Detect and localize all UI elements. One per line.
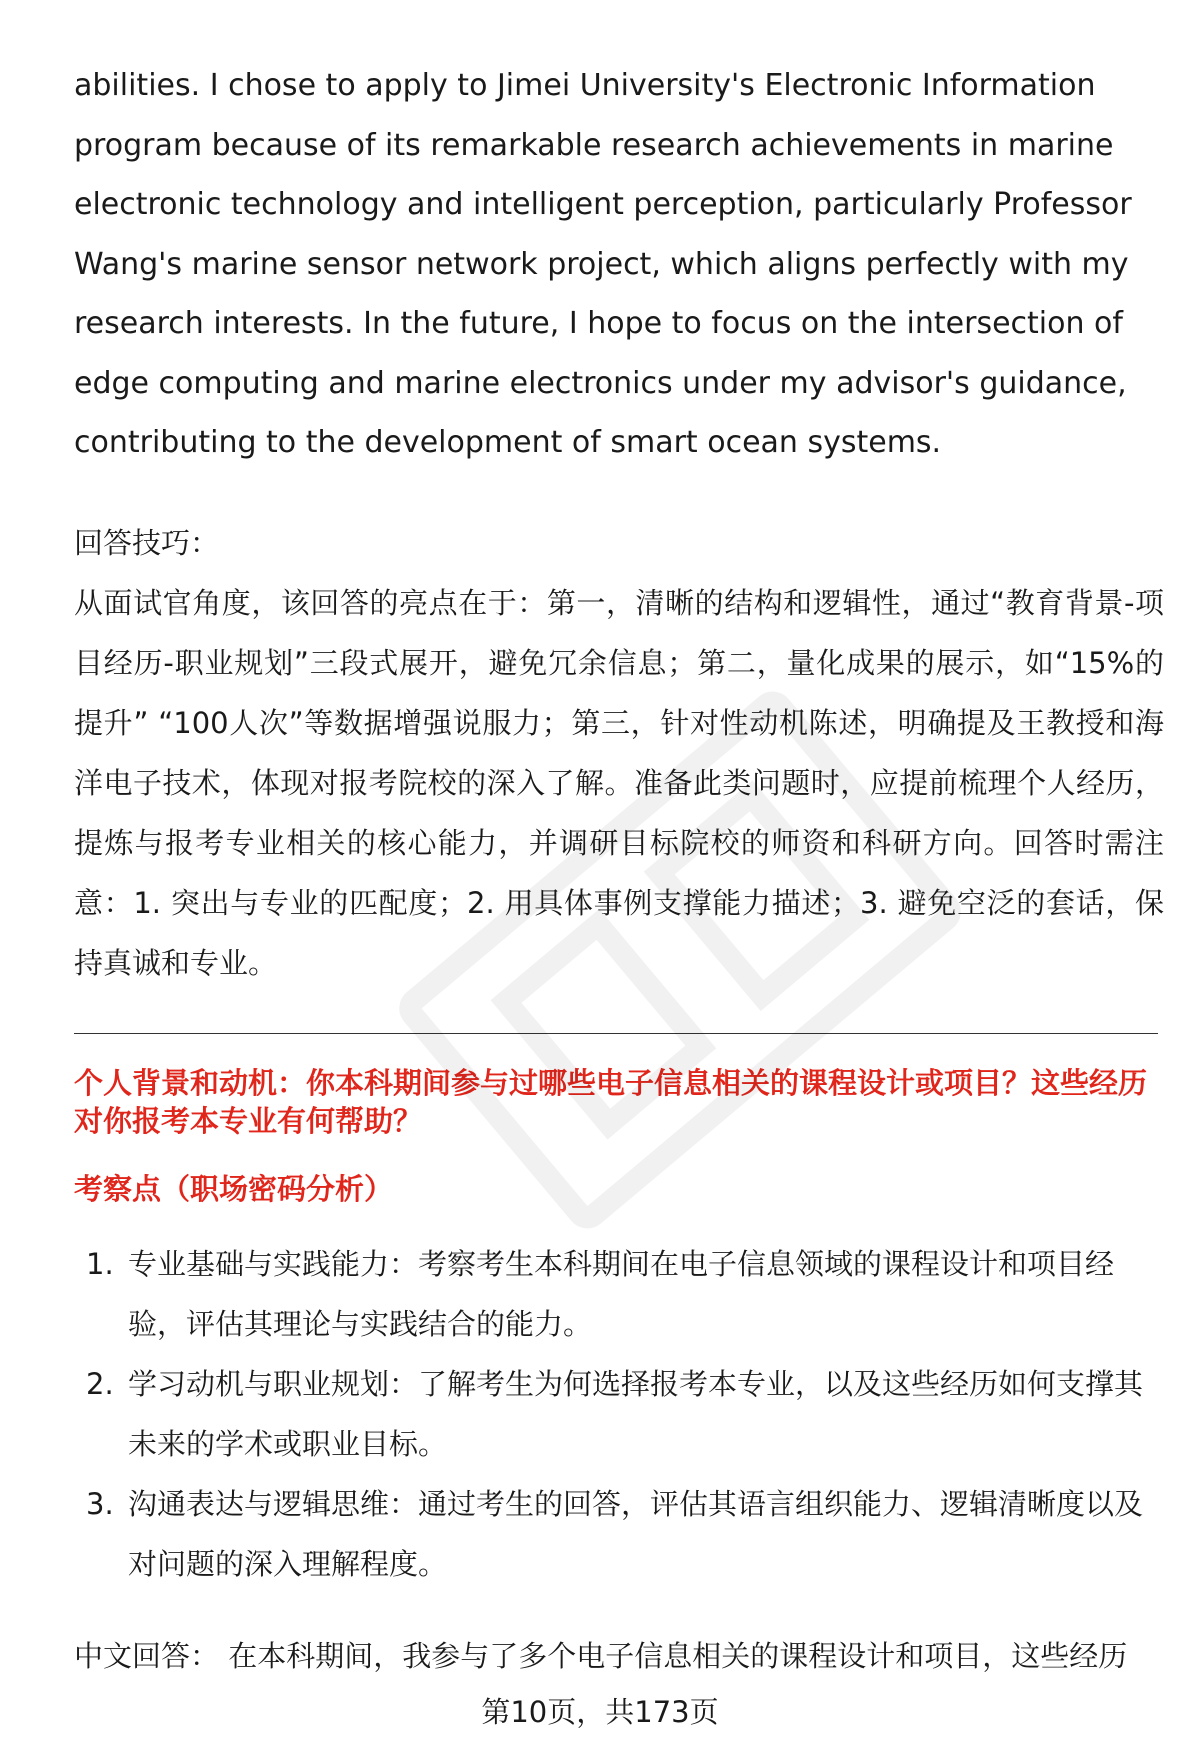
list-item-text: 专业基础与实践能力：考察考生本科期间在电子信息领域的课程设计和项目经验，评估其理论与实践结合的能力。 [128,1246,1115,1341]
list-item-number: 2. [86,1366,114,1401]
chinese-answer-label: 中文回答： [74,1638,220,1673]
list-item-text: 学习动机与职业规划：了解考生为何选择报考本专业，以及这些经历如何支撑其未来的学术或职业目标。 [128,1366,1144,1461]
chinese-answer [74,1626,1164,1686]
english-answer-paragraph: abilities. I chose to apply to Jimei University's Electronic Information program because of its remarkable research achievements in marine electronic technology and intelligent perception, particularly Professor Wang's marine sensor network project, which aligns perfectly with my research interests. In the future, I hope to focus on the intersection of edge computing and marine electronics under my advisor's guidance, contributing to the development of smart ocean systems. [74,68,1132,460]
answer-tips-text: 从面试官角度，该回答的亮点在于：第一，清晰的结构和逻辑性，通过“教育背景-项目经历-职业规划”三段式展开，避免冗余信息；第二，量化成果的展示，如“15%的提升” “100人次”等数据增强说服力；第三，针对性动机陈述，明确提及王教授和海洋电子技术，体现对报考院校的深入了解。准备此类问题时，应提前梳理个人经历，提炼与报考专业相关的核心能力，并调研目标院校的师资和科研方向。回答时需注意：1. 突出与专业的匹配度；2. 用具体事例支撑能力描述；3. 避免空泛的套话，保持真诚和专业。 [74,585,1164,980]
assessment-points-list [74,1234,1164,1594]
assessment-title: 考察点（职场密码分析） [74,1171,394,1206]
list-item-text: 沟通表达与逻辑思维：通过考生的回答，评估其语言组织能力、逻辑清晰度以及对问题的深入理解程度。 [128,1486,1144,1581]
chinese-answer-text: 在本科期间，我参与了多个电子信息相关的课程设计和项目，这些经历 [228,1638,1128,1673]
page-footer: 第10页，共173页 [481,1695,719,1729]
interview-question: 个人背景和动机：你本科期间参与过哪些电子信息相关的课程设计或项目？这些经历对你报考本专业有何帮助？ [74,1065,1148,1138]
document-body [74,56,1164,1686]
list-item [74,1474,1164,1594]
list-item [74,1354,1164,1474]
list-item-number: 1. [86,1246,114,1281]
answer-tips-label: 回答技巧： [74,525,220,560]
section-divider [74,1033,1158,1034]
list-item [74,1234,1164,1354]
list-item-number: 3. [86,1486,114,1521]
